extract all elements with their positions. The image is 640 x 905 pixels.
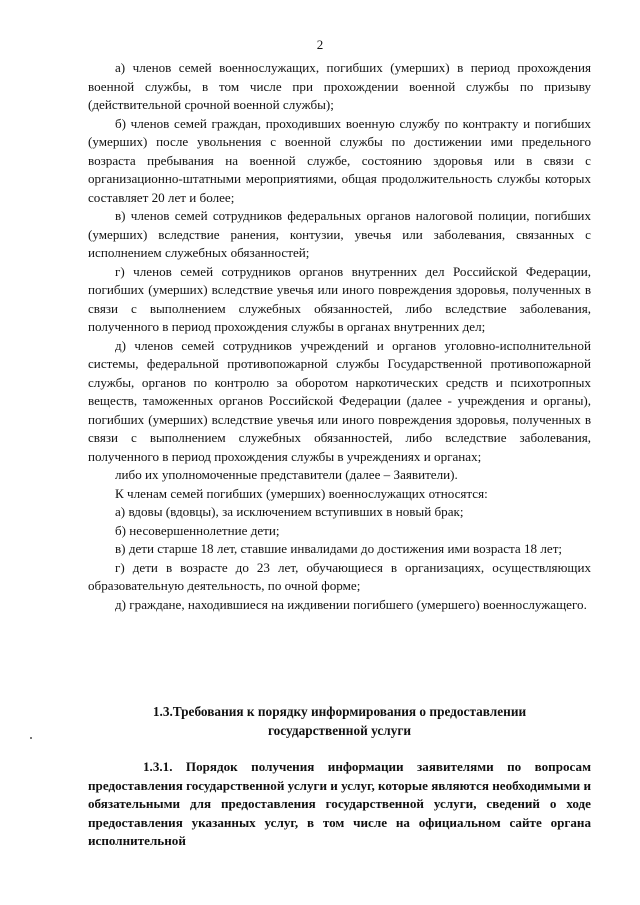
paragraph-family-members-intro: К членам семей погибших (умерших) военнослужащих относятся: <box>115 485 488 501</box>
section-heading-line2: государственной услуги <box>267 723 412 738</box>
paragraph-family-d: д) граждане, находившиеся на иждивении погибшего (умершего) военнослужащего. <box>115 596 587 612</box>
body-text <box>88 59 591 614</box>
paragraph-item-v: в) членов семей сотрудников федеральных органов налоговой полиции, погибших (умерших) вследствие ранения, контузии, увечья или заболевания, связанных с исполнением служебных обязанностей; <box>88 208 591 260</box>
section-heading-line1: 1.3.Требования к порядку информирования о предоставлении <box>152 704 527 719</box>
paragraph-item-g: г) членов семей сотрудников органов внутренних дел Российской Федерации, погибших (умерших) вследствие увечья или иного повреждения здоровья, полученных в связи с выполнением служебных обязанностей, либо вследствие заболевания, полученного в период прохождения службы в органах внутренних дел; <box>88 263 591 334</box>
paragraph-family-b: б) несовершеннолетние дети; <box>115 522 280 538</box>
paragraph-family-a: а) вдовы (вдовцы), за исключением вступивших в новый брак; <box>115 504 464 519</box>
paragraph-family-g: г) дети в возрасте до 23 лет, обучающиеся в организациях, осуществляющих образовательную деятельность, по очной форме; <box>88 559 591 593</box>
paragraph-item-a: а) членов семей военнослужащих, погибших (умерших) в период прохождения военной службы, в том числе при прохождении военной службы по призыву (действительной срочной военной службы); <box>88 60 591 112</box>
margin-mark <box>30 737 32 739</box>
section-heading <box>88 702 591 740</box>
paragraph-item-b: б) членов семей граждан, проходивших военную службу по контракту и погибших (умерших) после увольнения с военной службы по достижении ими предельного возраста пребывания на военной службе, состоянию здоровья или в связи с организационно-штатными мероприятиями, общая продолжительность службы которых составляет 20 лет и более; <box>88 115 591 205</box>
paragraph-representatives: либо их уполномоченные представители (далее – Заявители). <box>115 467 458 482</box>
subsection-text: 1.3.1. Порядок получения информации заявителями по вопросам предоставления государственной услуги и услуг, которые являются необходимыми и обязательными для предоставления государственной услуги, сведений о ходе предоставления указанных услуг, в том числе на официальном сайте органа исполнительной <box>88 759 591 848</box>
page-number: 2 <box>316 37 324 52</box>
paragraph-item-d: д) членов семей сотрудников учреждений и органов уголовно-исполнительной системы, федеральной противопожарной службы Государственной противопожарной службы, органов по контролю за оборотом наркотических средств и психотропных веществ, таможенных органов Российской Федерации (далее - учреждения и органы), погибших (умерших) вследствие увечья или иного повреждения здоровья, полученных в связи с выполнением служебных обязанностей, либо вследствие заболевания, полученного в период прохождения службы в учреждениях и органах; <box>88 337 591 464</box>
paragraph-family-v: в) дети старше 18 лет, ставшие инвалидами до достижения ими возраста 18 лет; <box>115 541 563 556</box>
